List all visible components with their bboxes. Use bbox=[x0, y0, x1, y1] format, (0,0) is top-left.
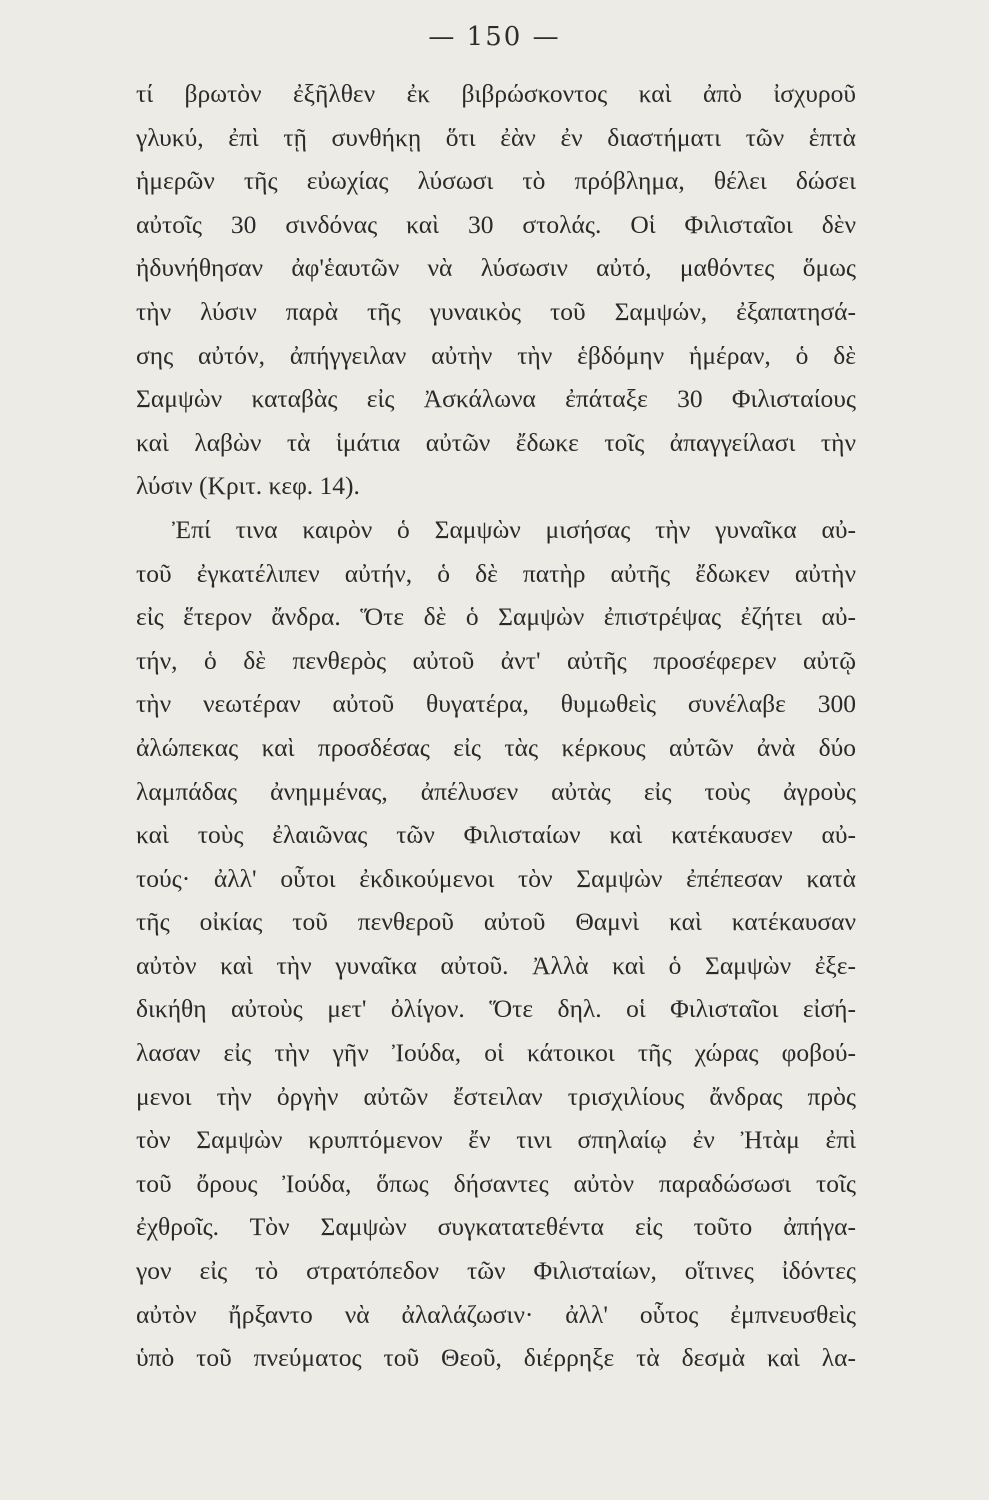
text-line: τὴν νεωτέραν αὐτοῦ θυγατέρα, θυμωθεὶς συνέλαβε 300 bbox=[136, 689, 856, 719]
body-text bbox=[136, 72, 856, 1380]
text-line: τί βρωτὸν ἐξῆλθεν ἐκ βιβρώσκοντος καὶ ἀπὸ ἰσχυροῦ bbox=[136, 79, 856, 108]
text-line: τήν, ὁ δὲ πενθερὸς αὐτοῦ ἀντ' αὐτῆς προσέφερεν αὐτῷ bbox=[136, 645, 856, 675]
text-line: λύσιν (Κριτ. κεφ. 14). bbox=[136, 471, 360, 501]
text-line: τούς· ἀλλ' οὗτοι ἐκδικούμενοι τὸν Σαμψὼν ἐπέπεσαν κατὰ bbox=[136, 863, 856, 893]
page-number: — 150 — bbox=[428, 22, 561, 52]
text-line: αὐτὸν ἤρξαντο νὰ ἀλαλάζωσιν· ἀλλ' οὗτος ἐμπνευσθεὶς bbox=[136, 1299, 856, 1329]
text-line: γλυκύ, ἐπὶ τῇ συνθήκῃ ὅτι ἐὰν ἐν διαστήματι τῶν ἑπτὰ bbox=[136, 122, 856, 152]
text-line: λασαν εἰς τὴν γῆν Ἰούδα, οἱ κάτοικοι τῆς χώρας φοβού- bbox=[136, 1038, 856, 1068]
text-line: σης αὐτόν, ἀπήγγειλαν αὐτὴν τὴν ἑβδόμην ἡμέραν, ὁ δὲ bbox=[136, 340, 856, 370]
text-line: ὑπὸ τοῦ πνεύματος τοῦ Θεοῦ, διέρρηξε τὰ δεσμὰ καὶ λα- bbox=[136, 1343, 856, 1373]
text-line: ἀλώπεκας καὶ προσδέσας εἰς τὰς κέρκους αὐτῶν ἀνὰ δύο bbox=[136, 732, 856, 762]
text-line: ἡμερῶν τῆς εὐωχίας λύσωσι τὸ πρόβλημα, θέλει δώσει bbox=[136, 166, 856, 196]
text-line: τῆς οἰκίας τοῦ πενθεροῦ αὐτοῦ Θαμνὶ καὶ κατέκαυσαν bbox=[136, 907, 856, 937]
text-line: τοῦ ἐγκατέλιπεν αὐτήν, ὁ δὲ πατὴρ αὐτῆς ἔδωκεν αὐτὴν bbox=[136, 558, 856, 588]
text-line: μενοι τὴν ὀργὴν αὐτῶν ἔστειλαν τρισχιλίους ἄνδρας πρὸς bbox=[136, 1081, 856, 1111]
paragraph-2 bbox=[136, 508, 856, 1380]
paragraph-1 bbox=[136, 72, 856, 508]
text-line: ἐχθροῖς. Τὸν Σαμψὼν συγκατατεθέντα εἰς τοῦτο ἀπήγα- bbox=[136, 1212, 856, 1242]
text-line: τὸν Σαμψὼν κρυπτόμενον ἔν τινι σπηλαίῳ ἐν Ἠτὰμ ἐπὶ bbox=[136, 1125, 856, 1155]
text-line: γον εἰς τὸ στρατόπεδον τῶν Φιλισταίων, οἵτινες ἰδόντες bbox=[136, 1256, 856, 1286]
text-line: τοῦ ὄρους Ἰούδα, ὅπως δήσαντες αὐτὸν παραδώσωσι τοῖς bbox=[136, 1168, 856, 1198]
text-line: Ἐπί τινα καιρὸν ὁ Σαμψὼν μισήσας τὴν γυναῖκα αὐ- bbox=[172, 514, 856, 544]
text-line: καὶ λαβὼν τὰ ἱμάτια αὐτῶν ἔδωκε τοῖς ἀπαγγείλασι τὴν bbox=[136, 427, 856, 457]
text-line: εἰς ἕτερον ἄνδρα. Ὅτε δὲ ὁ Σαμψὼν ἐπιστρέψας ἐζήτει αὐ- bbox=[136, 602, 856, 632]
text-line: Σαμψὼν καταβὰς εἰς Ἀσκάλωνα ἐπάταξε 30 Φιλισταίους bbox=[136, 384, 856, 414]
text-line: αὐτοῖς 30 σινδόνας καὶ 30 στολάς. Οἱ Φιλισταῖοι δὲν bbox=[136, 209, 856, 239]
text-line: αὐτὸν καὶ τὴν γυναῖκα αὐτοῦ. Ἀλλὰ καὶ ὁ Σαμψὼν ἐξε- bbox=[136, 950, 856, 980]
text-line: δικήθη αὐτοὺς μετ' ὀλίγον. Ὅτε δηλ. οἱ Φιλισταῖοι εἰσή- bbox=[136, 994, 856, 1024]
text-line: καὶ τοὺς ἐλαιῶνας τῶν Φιλισταίων καὶ κατέκαυσεν αὐ- bbox=[136, 820, 856, 850]
text-line: τὴν λύσιν παρὰ τῆς γυναικὸς τοῦ Σαμψών, ἐξαπατησά- bbox=[136, 296, 856, 326]
text-line: λαμπάδας ἀνημμένας, ἀπέλυσεν αὐτὰς εἰς τοὺς ἀγροὺς bbox=[136, 776, 856, 806]
text-line: ἠδυνήθησαν ἀφ'ἑαυτῶν νὰ λύσωσιν αὐτό, μαθόντες ὅμως bbox=[136, 253, 856, 283]
